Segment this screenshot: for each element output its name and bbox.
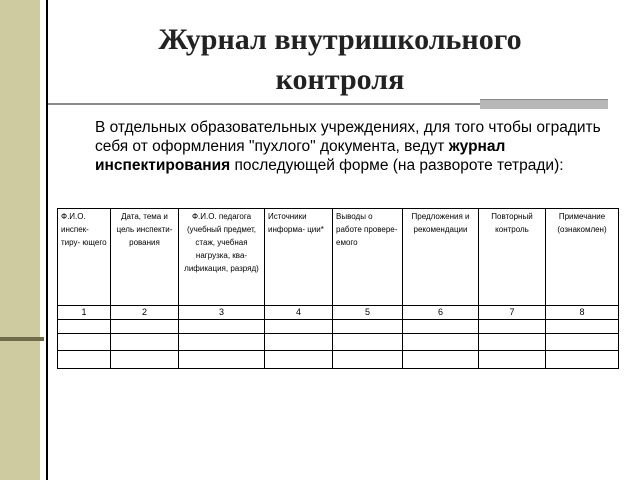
- column-number: 2: [111, 306, 179, 320]
- table-row: [58, 334, 619, 351]
- empty-cell: [58, 351, 111, 369]
- empty-cell: [479, 320, 546, 334]
- intro-text-end: последующей форме (на развороте тетради):: [230, 157, 564, 174]
- empty-cell: [403, 351, 479, 369]
- table-header-row: [58, 209, 619, 306]
- header-cell: Дата, тема и цель инспекти- рования: [111, 209, 179, 306]
- side-band-mark: [0, 337, 44, 341]
- header-cell: Повторный контроль: [479, 209, 546, 306]
- empty-cell: [111, 320, 179, 334]
- slide-title: Журнал внутришкольного контроля: [158, 23, 522, 96]
- empty-cell: [179, 320, 265, 334]
- table-row: [58, 351, 619, 369]
- empty-cell: [265, 334, 333, 351]
- title-underline-accent: [480, 99, 608, 109]
- side-divider-line: [46, 0, 48, 480]
- empty-cell: [546, 351, 619, 369]
- table-row: [58, 320, 619, 334]
- column-number: 4: [265, 306, 333, 320]
- empty-cell: [546, 320, 619, 334]
- empty-cell: [479, 334, 546, 351]
- empty-cell: [58, 320, 111, 334]
- empty-cell: [265, 320, 333, 334]
- empty-cell: [403, 334, 479, 351]
- header-cell: Предложения и рекомендации: [403, 209, 479, 306]
- column-number-row: [58, 306, 619, 320]
- column-number: 5: [333, 306, 403, 320]
- empty-cell: [111, 334, 179, 351]
- column-number: 3: [179, 306, 265, 320]
- inspection-journal-table: [57, 208, 619, 369]
- empty-cell: [333, 351, 403, 369]
- intro-paragraph: [95, 118, 615, 175]
- header-cell: Источники информа- ции*: [265, 209, 333, 306]
- column-number: 6: [403, 306, 479, 320]
- empty-cell: [333, 334, 403, 351]
- header-cell: Выводы о работе провере- емого: [333, 209, 403, 306]
- empty-cell: [265, 351, 333, 369]
- empty-cell: [58, 334, 111, 351]
- empty-cell: [179, 351, 265, 369]
- title-underline: [48, 103, 480, 105]
- side-band: [0, 0, 40, 480]
- empty-cell: [179, 334, 265, 351]
- column-number: 8: [546, 306, 619, 320]
- column-number: 7: [479, 306, 546, 320]
- intro-bold-term: журнал инспектирования: [95, 138, 506, 174]
- empty-cell: [111, 351, 179, 369]
- header-cell: Примечание (ознакомлен): [546, 209, 619, 306]
- column-number: 1: [58, 306, 111, 320]
- header-cell: Ф.И.О. педагога (учебный предмет, стаж, учебная нагрузка, ква- лификация, разряд): [179, 209, 265, 306]
- empty-cell: [403, 320, 479, 334]
- header-cell: Ф.И.О. инспек- тиру- ющего: [58, 209, 111, 306]
- empty-cell: [479, 351, 546, 369]
- empty-cell: [333, 320, 403, 334]
- empty-cell: [546, 334, 619, 351]
- intro-text: В отдельных образовательных учреждениях, для того чтобы оградить себя от оформления "пухлого" документа, ведут: [95, 119, 601, 155]
